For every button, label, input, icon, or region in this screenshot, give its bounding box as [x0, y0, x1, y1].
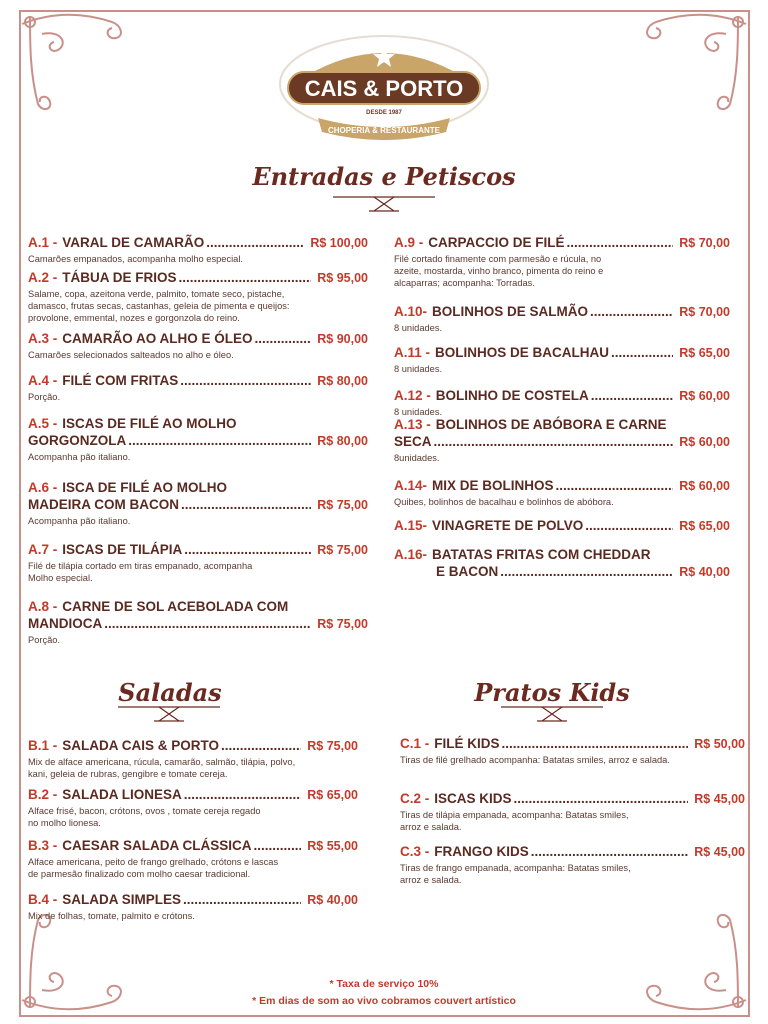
item-name: FILÉ COM FRITAS	[62, 373, 179, 388]
item-name: TÁBUA DE FRIOS	[62, 270, 177, 285]
item-description	[394, 363, 730, 375]
item-price: R$ 90,00	[317, 332, 368, 346]
item-code: A.9 -	[394, 235, 424, 250]
item-name: BATATAS FRITAS COM CHEDDAR	[432, 547, 651, 562]
item-price: R$ 75,00	[317, 543, 368, 557]
item-name: VARAL DE CAMARÃO	[62, 235, 205, 250]
leader-dots	[183, 891, 301, 908]
item-title-line	[394, 416, 730, 433]
item-description-line: Filé de tilápia cortado em tiras empanado, acompanha	[28, 561, 253, 571]
item-price: R$ 45,00	[694, 792, 745, 806]
item-name: ISCAS DE TILÁPIA	[62, 542, 183, 557]
item-code: A.7 -	[28, 542, 58, 557]
item-description	[400, 754, 745, 766]
item-name: BOLINHO DE COSTELA	[435, 388, 589, 403]
corner-ornament-top-left	[12, 4, 132, 114]
leader-dots	[567, 234, 674, 251]
item-price: R$ 65,00	[679, 346, 730, 360]
item-code: A.6 -	[28, 480, 58, 495]
item-price: R$ 100,00	[310, 236, 368, 250]
item-description	[28, 391, 368, 403]
item-description	[394, 496, 730, 508]
menu-item	[394, 387, 730, 418]
item-title-line	[394, 433, 730, 451]
item-title-line	[28, 786, 358, 804]
item-description-line: Camarões selecionados salteados no alho e óleo.	[28, 350, 234, 360]
item-price: R$ 60,00	[679, 389, 730, 403]
item-code: A.12 -	[394, 388, 431, 403]
item-title-line	[28, 837, 358, 855]
menu-item	[400, 735, 745, 766]
item-price: R$ 45,00	[694, 845, 745, 859]
item-price: R$ 70,00	[679, 305, 730, 319]
item-description-line: 8 unidades.	[394, 323, 443, 333]
leader-dots	[585, 517, 673, 534]
menu-item	[28, 415, 368, 463]
item-price: R$ 75,00	[307, 739, 358, 753]
item-name-continued: E BACON	[436, 564, 499, 579]
svg-text:CHOPERIA & RESTAURANTE: CHOPERIA & RESTAURANTE	[327, 126, 441, 135]
item-description	[28, 634, 368, 646]
item-description-line: kani, geleia de rubras, gengibre e tomate cereja.	[28, 769, 228, 779]
corner-ornament-top-right	[636, 4, 756, 114]
item-title-line	[28, 432, 368, 450]
item-description-line: Acompanha pão italiano.	[28, 452, 131, 462]
item-name-continued: SECA	[394, 434, 432, 449]
item-description	[28, 288, 368, 324]
leader-dots	[255, 330, 312, 347]
item-code: A.13 -	[394, 417, 431, 432]
item-title-line	[394, 517, 730, 535]
item-description	[28, 805, 358, 829]
menu-item	[394, 546, 730, 581]
item-title-line	[28, 496, 368, 514]
item-name: SALADA SIMPLES	[62, 892, 182, 907]
item-description-line: Alface frisé, bacon, crótons, ovos , tomate cereja regado	[28, 806, 261, 816]
item-code: C.3 -	[400, 844, 430, 859]
item-title-line	[394, 303, 730, 321]
menu-item	[28, 479, 368, 527]
menu-item	[394, 303, 730, 334]
item-name: MIX DE BOLINHOS	[432, 478, 554, 493]
section-title-saladas: Saladas	[118, 678, 222, 707]
brand-logo	[278, 32, 490, 146]
item-description-line: provolone, emmental, nozes e gorgonzola do reino.	[28, 313, 240, 323]
item-title-line	[400, 735, 745, 753]
item-price: R$ 65,00	[307, 788, 358, 802]
item-description	[394, 253, 730, 289]
item-title-line	[394, 387, 730, 405]
leader-dots	[556, 477, 674, 494]
menu-item	[28, 786, 358, 829]
item-description	[28, 856, 358, 880]
leader-dots	[254, 837, 302, 854]
section-title-kids: Pratos Kids	[474, 678, 630, 707]
item-description	[28, 560, 368, 584]
item-description	[28, 451, 368, 463]
item-price: R$ 75,00	[317, 498, 368, 512]
item-description-line: Tiras de tilápia empanada, acompanha: Batatas smiles,	[400, 810, 629, 820]
menu-item	[28, 330, 368, 361]
item-price: R$ 75,00	[317, 617, 368, 631]
item-description-line: azeite, mostarda, vinho branco, pimenta do reino e	[394, 266, 604, 276]
menu-item	[28, 737, 358, 780]
menu-item	[394, 517, 730, 535]
menu-item	[28, 891, 358, 922]
item-name-continued: MANDIOCA	[28, 616, 103, 631]
item-price: R$ 55,00	[307, 839, 358, 853]
item-title-line	[400, 790, 745, 808]
item-code: A.11 -	[394, 345, 431, 360]
item-code: B.2 -	[28, 787, 58, 802]
item-price: R$ 80,00	[317, 434, 368, 448]
item-title-line	[28, 598, 368, 615]
leader-dots	[500, 563, 673, 580]
item-price: R$ 95,00	[317, 271, 368, 285]
item-description-line: 8 unidades.	[394, 364, 443, 374]
item-description-line: de parmesão finalizado com molho caesar tradicional.	[28, 869, 251, 879]
menu-item	[400, 843, 745, 886]
item-title-line	[394, 546, 730, 563]
menu-item	[28, 372, 368, 403]
item-description-line: Alface americana, peito de frango grelhado, crótons e lascas	[28, 857, 279, 867]
leader-dots	[611, 344, 673, 361]
leader-dots	[434, 433, 674, 450]
item-title-line	[28, 269, 368, 287]
item-code: A.2 -	[28, 270, 58, 285]
leader-dots	[531, 843, 689, 860]
item-code: B.3 -	[28, 838, 58, 853]
item-code: A.4 -	[28, 373, 58, 388]
leader-dots	[104, 615, 311, 632]
item-name: ISCA DE FILÉ AO MOLHO	[62, 480, 228, 495]
item-name: BOLINHOS DE ABÓBORA E CARNE	[435, 417, 667, 432]
menu-item	[28, 598, 368, 646]
item-code: B.4 -	[28, 892, 58, 907]
leader-dots	[514, 790, 689, 807]
item-description	[28, 253, 368, 265]
item-description-line: Camarões empanados, acompanha molho especial.	[28, 254, 243, 264]
leader-dots	[179, 269, 312, 286]
item-code: A.5 -	[28, 416, 58, 431]
menu-item	[394, 416, 730, 464]
item-description-line: no molho lionesa.	[28, 818, 101, 828]
item-code: A.10-	[394, 304, 428, 319]
item-description-line: Molho especial.	[28, 573, 93, 583]
svg-text:CAIS & PORTO: CAIS & PORTO	[304, 76, 464, 101]
item-price: R$ 40,00	[679, 565, 730, 579]
svg-text:DESDE 1987: DESDE 1987	[366, 110, 402, 116]
item-code: A.15-	[394, 518, 428, 533]
item-code: C.1 -	[400, 736, 430, 751]
item-price: R$ 40,00	[307, 893, 358, 907]
item-description-line: Mix de alface americana, rúcula, camarão, salmão, tilápia, polvo,	[28, 757, 296, 767]
item-code: A.8 -	[28, 599, 58, 614]
section-title-entradas: Entradas e Petiscos	[252, 162, 516, 191]
item-price: R$ 60,00	[679, 435, 730, 449]
menu-item	[28, 269, 368, 324]
menu-item	[394, 344, 730, 375]
item-description-line: Mix de folhas, tomate, palmito e crótons.	[28, 911, 195, 921]
item-description-line: Porção.	[28, 635, 61, 645]
item-price: R$ 65,00	[679, 519, 730, 533]
item-title-line	[28, 479, 368, 496]
item-description-line: arroz e salada.	[400, 822, 462, 832]
item-name: FILÉ KIDS	[434, 736, 500, 751]
item-description-line: Filé cortado finamente com parmesão e rúcula, no	[394, 254, 602, 264]
item-description	[28, 756, 358, 780]
item-code: A.16-	[394, 547, 428, 562]
leader-dots	[590, 303, 673, 320]
menu-item	[28, 234, 368, 265]
item-name-continued: MADEIRA COM BACON	[28, 497, 179, 512]
item-title-line	[28, 541, 368, 559]
item-title-line	[28, 891, 358, 909]
item-code: A.1 -	[28, 235, 58, 250]
menu-item	[400, 790, 745, 833]
item-description	[28, 349, 368, 361]
item-description-line: Tiras de frango empanada, acompanha: Batatas smiles,	[400, 863, 631, 873]
item-title-line	[28, 415, 368, 432]
item-name: ISCAS DE FILÉ AO MOLHO	[62, 416, 237, 431]
item-name: BOLINHOS DE SALMÃO	[432, 304, 589, 319]
service-fee-note: * Taxa de serviço 10%	[329, 978, 439, 990]
item-name: SALADA LIONESA	[62, 787, 182, 802]
item-price: R$ 50,00	[694, 737, 745, 751]
item-description-line: Tiras de filé grelhado acompanha: Batatas smiles, arroz e salada.	[400, 755, 670, 765]
menu-item	[394, 477, 730, 508]
item-code: A.14-	[394, 478, 428, 493]
leader-dots	[221, 737, 301, 754]
item-title-line	[28, 737, 358, 755]
item-description-line: Salame, copa, azeitona verde, palmito, tomate seco, pistache,	[28, 289, 285, 299]
item-description-line: Acompanha pão italiano.	[28, 516, 131, 526]
item-description	[400, 809, 745, 833]
item-name: SALADA CAIS & PORTO	[62, 738, 220, 753]
item-description	[28, 515, 368, 527]
item-name: VINAGRETE DE POLVO	[432, 518, 584, 533]
leader-dots	[206, 234, 304, 251]
item-name: BOLINHOS DE BACALHAU	[435, 345, 610, 360]
item-name: ISCAS KIDS	[434, 791, 512, 806]
item-title-line	[394, 234, 730, 252]
item-description-line: Porção.	[28, 392, 61, 402]
item-title-line	[28, 234, 368, 252]
section-divider	[501, 704, 603, 724]
leader-dots	[128, 432, 311, 449]
item-price: R$ 80,00	[317, 374, 368, 388]
item-description	[394, 322, 730, 334]
item-description-line: 8unidades.	[394, 453, 440, 463]
item-title-line	[400, 843, 745, 861]
leader-dots	[591, 387, 673, 404]
item-title-line	[28, 372, 368, 390]
menu-item	[28, 837, 358, 880]
item-description	[400, 862, 745, 886]
item-name-continued: GORGONZOLA	[28, 433, 127, 448]
item-price: R$ 60,00	[679, 479, 730, 493]
item-description-line: alcaparras; acompanha: Torradas.	[394, 278, 535, 288]
menu-item	[394, 234, 730, 289]
item-description	[28, 910, 358, 922]
leader-dots	[181, 496, 311, 513]
item-description-line: arroz e salada.	[400, 875, 462, 885]
section-divider	[333, 194, 435, 214]
item-name: FRANGO KIDS	[434, 844, 529, 859]
item-description-line: 8 unidades.	[394, 407, 443, 417]
item-description	[394, 452, 730, 464]
item-name: CARNE DE SOL ACEBOLADA COM	[62, 599, 289, 614]
section-divider	[118, 704, 220, 724]
item-name: CAMARÃO AO ALHO E ÓLEO	[62, 331, 253, 346]
leader-dots	[502, 735, 689, 752]
menu-item	[28, 541, 368, 584]
item-code: B.1 -	[28, 738, 58, 753]
item-name: CAESAR SALADA CLÁSSICA	[62, 838, 252, 853]
leader-dots	[184, 541, 311, 558]
item-title-line	[394, 344, 730, 362]
item-description-line: Quibes, bolinhos de bacalhau e bolinhos de abóbora.	[394, 497, 614, 507]
item-title-line	[28, 615, 368, 633]
item-price: R$ 70,00	[679, 236, 730, 250]
item-name: CARPACCIO DE FILÉ	[428, 235, 565, 250]
item-description-line: damasco, frutas secas, castanhas, geleia de pimenta e queijos:	[28, 301, 290, 311]
item-code: C.2 -	[400, 791, 430, 806]
item-title-line	[394, 477, 730, 495]
item-title-line	[28, 330, 368, 348]
item-title-line	[394, 563, 730, 581]
leader-dots	[184, 786, 301, 803]
leader-dots	[180, 372, 311, 389]
item-code: A.3 -	[28, 331, 58, 346]
couvert-note: * Em dias de som ao vivo cobramos couvert artístico	[252, 995, 516, 1007]
